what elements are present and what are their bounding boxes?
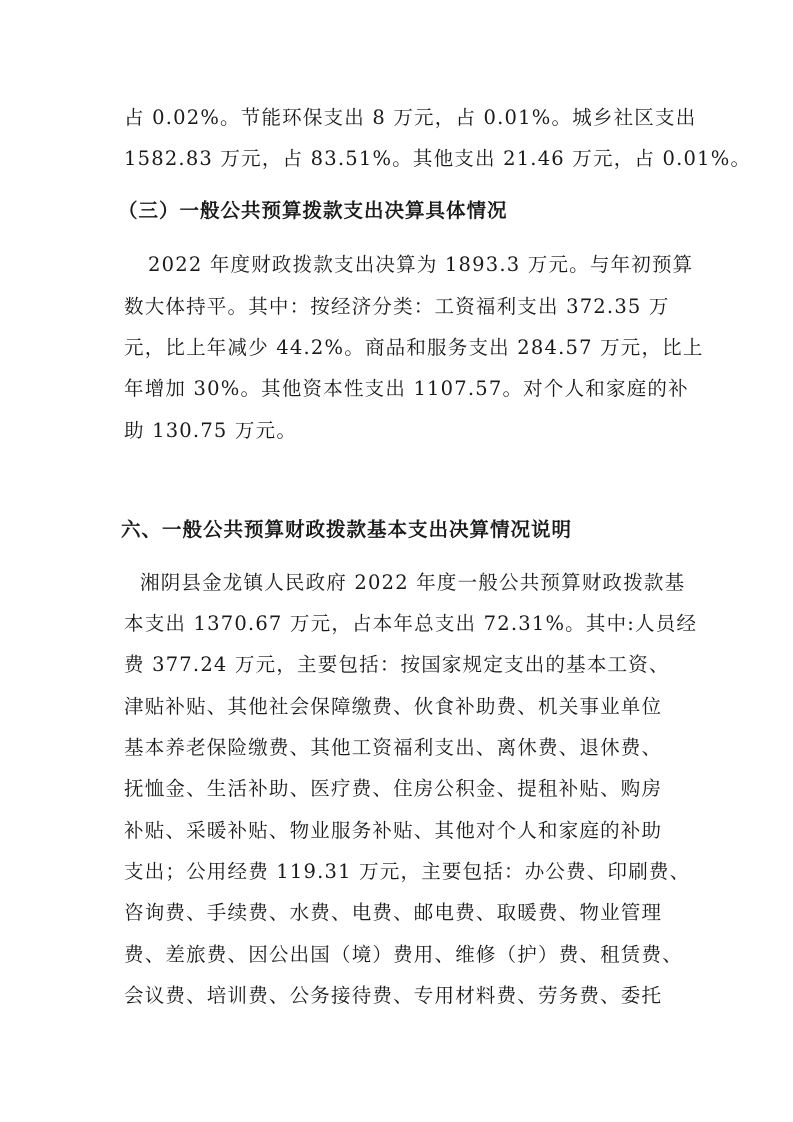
paragraph-line: 津贴补贴、其他社会保障缴费、伙食补助费、机关事业单位	[124, 695, 663, 718]
paragraph-line: 支出；公用经费 119.31 万元，主要包括：办公费、印刷费、	[124, 860, 691, 883]
paragraph-line: 助 130.75 万元。	[124, 419, 298, 442]
paragraph-line: 咨询费、手续费、水费、电费、邮电费、取暖费、物业管理	[124, 901, 663, 924]
paragraph-line: 费 377.24 万元，主要包括：按国家规定支出的基本工资、	[124, 653, 670, 676]
paragraph-line: 1582.83 万元，占 83.51%。其他支出 21.46 万元，占 0.01%。	[124, 147, 752, 170]
paragraph-line: 2022 年度财政拨款支出决算为 1893.3 万元。与年初预算	[148, 253, 694, 276]
paragraph-line: 元，比上年减少 44.2%。商品和服务支出 284.57 万元，比上	[124, 336, 704, 359]
paragraph-line: 数大体持平。其中：按经济分类：工资福利支出 372.35 万	[124, 295, 670, 318]
paragraph-line: 会议费、培训费、公务接待费、专用材料费、劳务费、委托	[124, 984, 663, 1007]
section-heading-3: （三）一般公共预算拨款支出决算具体情况	[118, 199, 508, 222]
paragraph-line: 湘阴县金龙镇人民政府 2022 年度一般公共预算财政拨款基	[140, 571, 686, 594]
paragraph-line: 补贴、采暖补贴、物业服务补贴、其他对个人和家庭的补助	[124, 819, 663, 842]
section-heading-6: 六、一般公共预算财政拨款基本支出决算情况说明	[121, 518, 573, 541]
paragraph-line: 年增加 30%。其他资本性支出 1107.57。对个人和家庭的补	[124, 377, 689, 400]
paragraph-line: 基本养老保险缴费、其他工资福利支出、离休费、退休费、	[124, 736, 663, 759]
paragraph-line: 抚恤金、生活补助、医疗费、住房公积金、提租补贴、购房	[124, 777, 663, 800]
paragraph-line: 占 0.02%。节能环保支出 8 万元，占 0.01%。城乡社区支出	[124, 106, 697, 129]
paragraph-line: 费、差旅费、因公出国（境）费用、维修（护）费、租赁费、	[124, 943, 683, 966]
paragraph-line: 本支出 1370.67 万元，占本年总支出 72.31%。其中:人员经	[124, 612, 698, 635]
